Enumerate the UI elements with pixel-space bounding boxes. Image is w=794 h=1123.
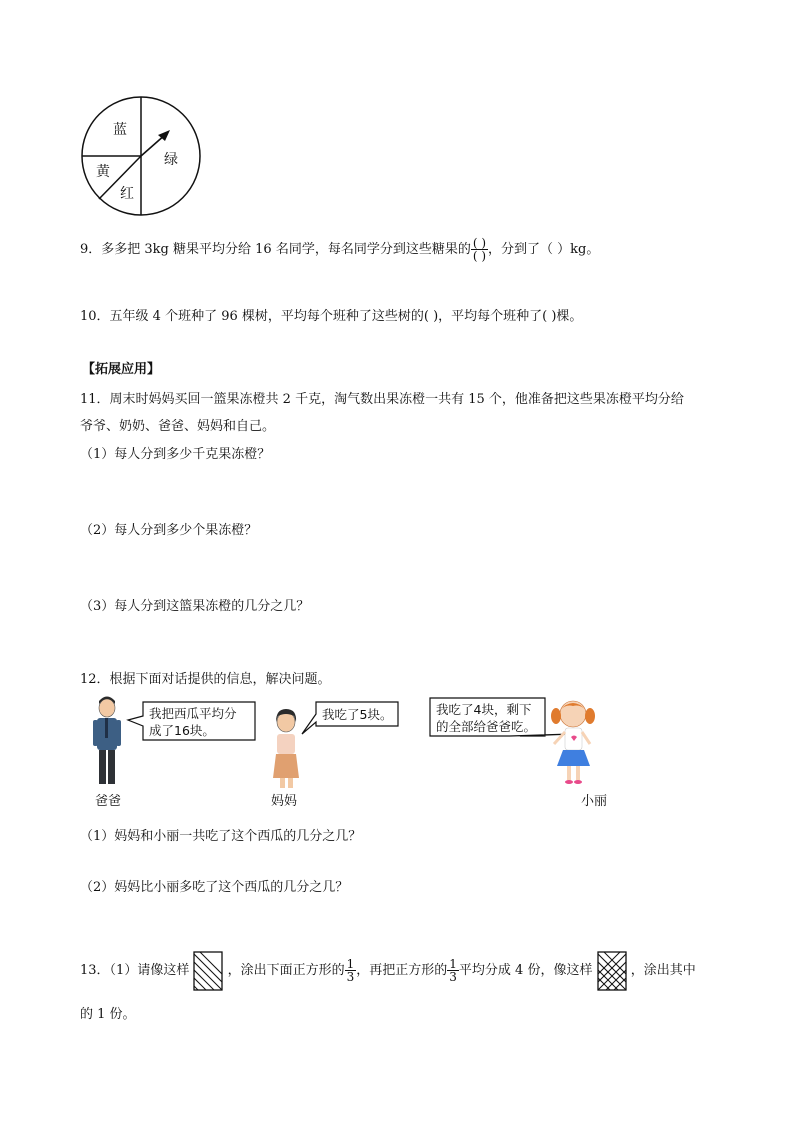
question-12-intro: 12．根据下面对话提供的信息，解决问题。	[80, 672, 331, 687]
dad-speech-line1: 我把西瓜平均分	[149, 706, 237, 721]
girl-speech-line1: 我吃了4块，剩下	[436, 702, 532, 717]
question-10: 10．五年级 4 个班种了 96 棵树，平均每个班种了这些树的( )，平均每个班种了( )棵。	[80, 309, 583, 324]
q9-fraction-blank[interactable]: $\frac{( )}{( )}$	[472, 236, 487, 263]
mom-figure-icon	[273, 709, 299, 788]
q9-text-post: ，分到了（ ）kg。	[488, 242, 600, 257]
girl-speech-line2: 的全部给爸爸吃。	[436, 719, 537, 734]
question-12-sub1: （1）妈妈和小丽一共吃了这个西瓜的几分之几？	[80, 829, 362, 844]
girl-figure-icon	[551, 701, 595, 784]
spinner-label-green: 绿	[164, 152, 178, 168]
dad-figure-icon	[93, 697, 121, 785]
mom-speech: 我吃了5块。	[322, 707, 393, 722]
q13-fraction-2: $\frac{1}{3}$	[449, 957, 457, 984]
question-11-sub1: （1）每人分到多少千克果冻橙？	[80, 447, 271, 462]
question-11-sub2: （2）每人分到多少个果冻橙？	[80, 523, 258, 538]
crosshatch-sample-icon	[597, 951, 627, 991]
dialogue-illustration	[80, 692, 640, 810]
question-11-line2: 爷爷、奶奶、爸爸、妈妈和自己。	[80, 419, 276, 434]
girl-name-label: 小丽	[581, 794, 608, 809]
q13-text-d: 平均分成 4 份，像这样	[458, 963, 593, 978]
q9-text-pre: 9．多多把 3kg 糖果平均分给 16 名同学，每名同学分到这些糖果的	[80, 242, 471, 257]
spinner-label-blue: 蓝	[113, 122, 127, 138]
question-12-sub2: （2）妈妈比小丽多吃了这个西瓜的几分之几？	[80, 880, 349, 895]
question-11-sub3: （3）每人分到这篮果冻橙的几分之几？	[80, 599, 310, 614]
spinner-diagram	[80, 96, 204, 220]
q13-text-b: ，涂出下面正方形的	[227, 963, 345, 978]
section-title: 【拓展应用】	[82, 362, 161, 377]
question-13-line1	[80, 949, 696, 993]
spinner-label-yellow: 黄	[96, 164, 110, 180]
dad-speech-line2: 成了16块。	[149, 723, 215, 738]
dad-name-label: 爸爸	[95, 794, 122, 809]
q13-text-a: 13．（1）请像这样	[80, 963, 190, 978]
question-9	[80, 232, 599, 268]
question-11-line1: 11．周末时妈妈买回一篮果冻橙共 2 千克，淘气数出果冻橙一共有 15 个，他准备把这些果冻橙平均分给	[80, 392, 684, 407]
q13-text-c: ，再把正方形的	[356, 963, 448, 978]
q13-fraction-1: $\frac{1}{3}$	[346, 957, 355, 984]
q13-text-e: ，涂出其中	[630, 963, 696, 978]
diagonal-hatch-sample-icon	[193, 951, 223, 991]
spinner-label-red: 红	[120, 186, 134, 202]
mom-name-label: 妈妈	[271, 794, 298, 809]
question-13-line2: 的 1 份。	[80, 1007, 136, 1022]
